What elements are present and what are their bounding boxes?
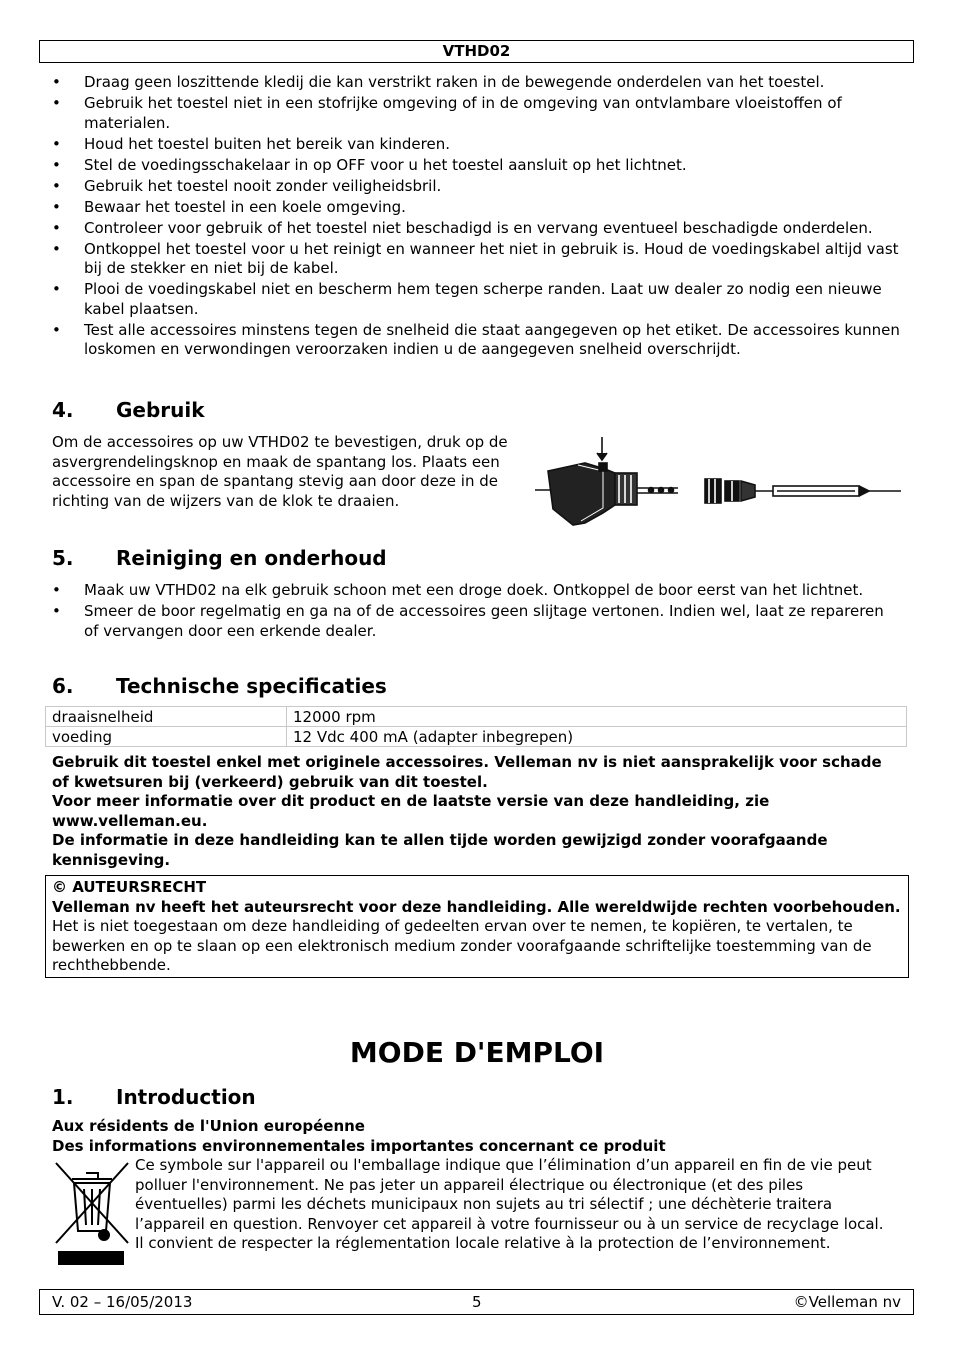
copyright-body-text: Het is niet toegestaan om deze handleiding of gedeelten ervan over te nemen, te kopiëren, te vertalen, te bewerken en op te slaan op een elektronisch medium zonder voorafgaande schriftelijke toestemming van de rechthebbende. — [52, 917, 872, 974]
weee-bin-svg — [52, 1157, 132, 1269]
intro-sub2: Des informations environnementales importantes concernant ce produit — [52, 1137, 666, 1155]
safety-bullet-list — [50, 73, 900, 361]
spec-value: 12000 rpm — [287, 707, 907, 727]
specifications-table — [45, 706, 907, 747]
list-item: • Maak uw VTHD02 na elk gebruik schoon met een droge doek. Ontkoppel de boor eerst van het lichtnet. — [50, 581, 900, 601]
copyright-box — [45, 875, 909, 978]
section-title: Reiniging en onderhoud — [116, 546, 387, 570]
notice-changes: De informatie in deze handleiding kan te allen tijde worden gewijzigd zonder voorafgaande kennisgeving. — [52, 831, 828, 869]
spec-label: draaisnelheid — [46, 707, 287, 727]
table-row — [46, 707, 907, 727]
table-row — [46, 727, 907, 747]
list-item: • Controleer voor gebruik of het toestel niet beschadigd is en vervang eventueel beschadigde onderdelen. — [50, 219, 900, 239]
list-item: • Stel de voedingsschakelaar in op OFF voor u het toestel aansluit op het lichtnet. — [50, 156, 900, 176]
maintenance-bullet-list — [50, 581, 900, 643]
section-number: 5. — [52, 546, 74, 570]
copyright-bold-text: Velleman nv heeft het auteursrecht voor deze handleiding. Alle wereldwijde rechten voorbehouden. — [52, 897, 901, 916]
notice-accessories: Gebruik dit toestel enkel met originele accessoires. Velleman nv is niet aansprakelijk voor schade of kwetsuren bij (verkeerd) gebruik van dit toestel. — [52, 753, 882, 791]
section-number: 6. — [52, 674, 74, 698]
copyright-text — [52, 898, 902, 976]
section-5-heading — [52, 546, 387, 570]
section-title: Introduction — [116, 1085, 256, 1109]
section-4-text: Om de accessoires op uw VTHD02 te bevestigen, druk op de asvergrendelingsknop en maak de spantang los. Plaats een accessoire en span de spantang stevig aan door deze in de richting van de wijzers van de klok te draaien. — [52, 433, 508, 510]
rotary-tool-collet-diagram — [533, 433, 905, 533]
list-item: • Smeer de boor regelmatig en ga na of de accessoires geen slijtage vertonen. Indien wel, laat ze repareren of vervangen door een erkende dealer. — [50, 602, 900, 641]
intro-sub1: Aux résidents de l'Union européenne — [52, 1117, 365, 1135]
header-title: VTHD02 — [39, 40, 914, 63]
crossed-out-wheelie-bin-icon — [52, 1157, 132, 1269]
collet-diagram-svg — [533, 433, 905, 533]
intro-text: Ce symbole sur l'appareil ou l'emballage indique que l’élimination d’un appareil en fin de vie peut polluer l'environnement. Ne pas jeter un appareil électrique ou électronique (et des piles éventuelles) parmi les déchets municipaux non sujets au tri sélectif ; une déchèterie traitera l’appareil en question. Renvoyer cet appareil à votre fournisseur ou à un service de recyclage local. Il convient de respecter la réglementation locale relative à la protection de l’environnement. — [135, 1156, 884, 1252]
section-title: Gebruik — [116, 398, 205, 422]
list-item: • Gebruik het toestel nooit zonder veiligheidsbril. — [50, 177, 900, 197]
copyright-title: © AUTEURSRECHT — [52, 878, 207, 896]
list-item: • Ontkoppel het toestel voor u het reinigt en wanneer het niet in gebruik is. Houd de voedingskabel altijd vast bij de stekker en niet bij de kabel. — [50, 240, 900, 279]
section-6-heading — [52, 674, 387, 698]
mode-title: MODE D'EMPLOI — [349, 1036, 605, 1069]
list-item: • Bewaar het toestel in een koele omgeving. — [50, 198, 900, 218]
notices-block — [52, 753, 902, 870]
list-item: • Plooi de voedingskabel niet en bescherm hem tegen scherpe randen. Laat uw dealer zo nodig een nieuwe kabel plaatsen. — [50, 280, 900, 319]
section-title: Technische specificaties — [116, 674, 387, 698]
section-number: 4. — [52, 398, 74, 422]
notice-more-info: Voor meer informatie over dit product en de laatste versie van deze handleiding, zie www.velleman.eu. — [52, 792, 770, 830]
section-4-heading — [52, 398, 205, 422]
list-item: • Test alle accessoires minstens tegen de snelheid die staat aangegeven op het etiket. De accessoires kunnen loskomen en verwondingen veroorzaken indien u de aangegeven snelheid overschrijdt. — [50, 321, 900, 360]
footer — [39, 1289, 914, 1315]
footer-version: V. 02 – 16/05/2013 — [52, 1293, 193, 1311]
list-item: • Houd het toestel buiten het bereik van kinderen. — [50, 135, 900, 155]
section-number: 1. — [52, 1085, 74, 1109]
footer-page-number: 5 — [472, 1293, 482, 1311]
list-item: • Draag geen loszittende kledij die kan verstrikt raken in de bewegende onderdelen van het toestel. — [50, 73, 900, 93]
intro-heading — [52, 1085, 256, 1109]
footer-copyright: ©Velleman nv — [793, 1293, 901, 1311]
spec-label: voeding — [46, 727, 287, 747]
list-item: • Gebruik het toestel niet in een stofrijke omgeving of in de omgeving van ontvlambare vloeistoffen of materialen. — [50, 94, 900, 133]
spec-value: 12 Vdc 400 mA (adapter inbegrepen) — [287, 727, 907, 747]
